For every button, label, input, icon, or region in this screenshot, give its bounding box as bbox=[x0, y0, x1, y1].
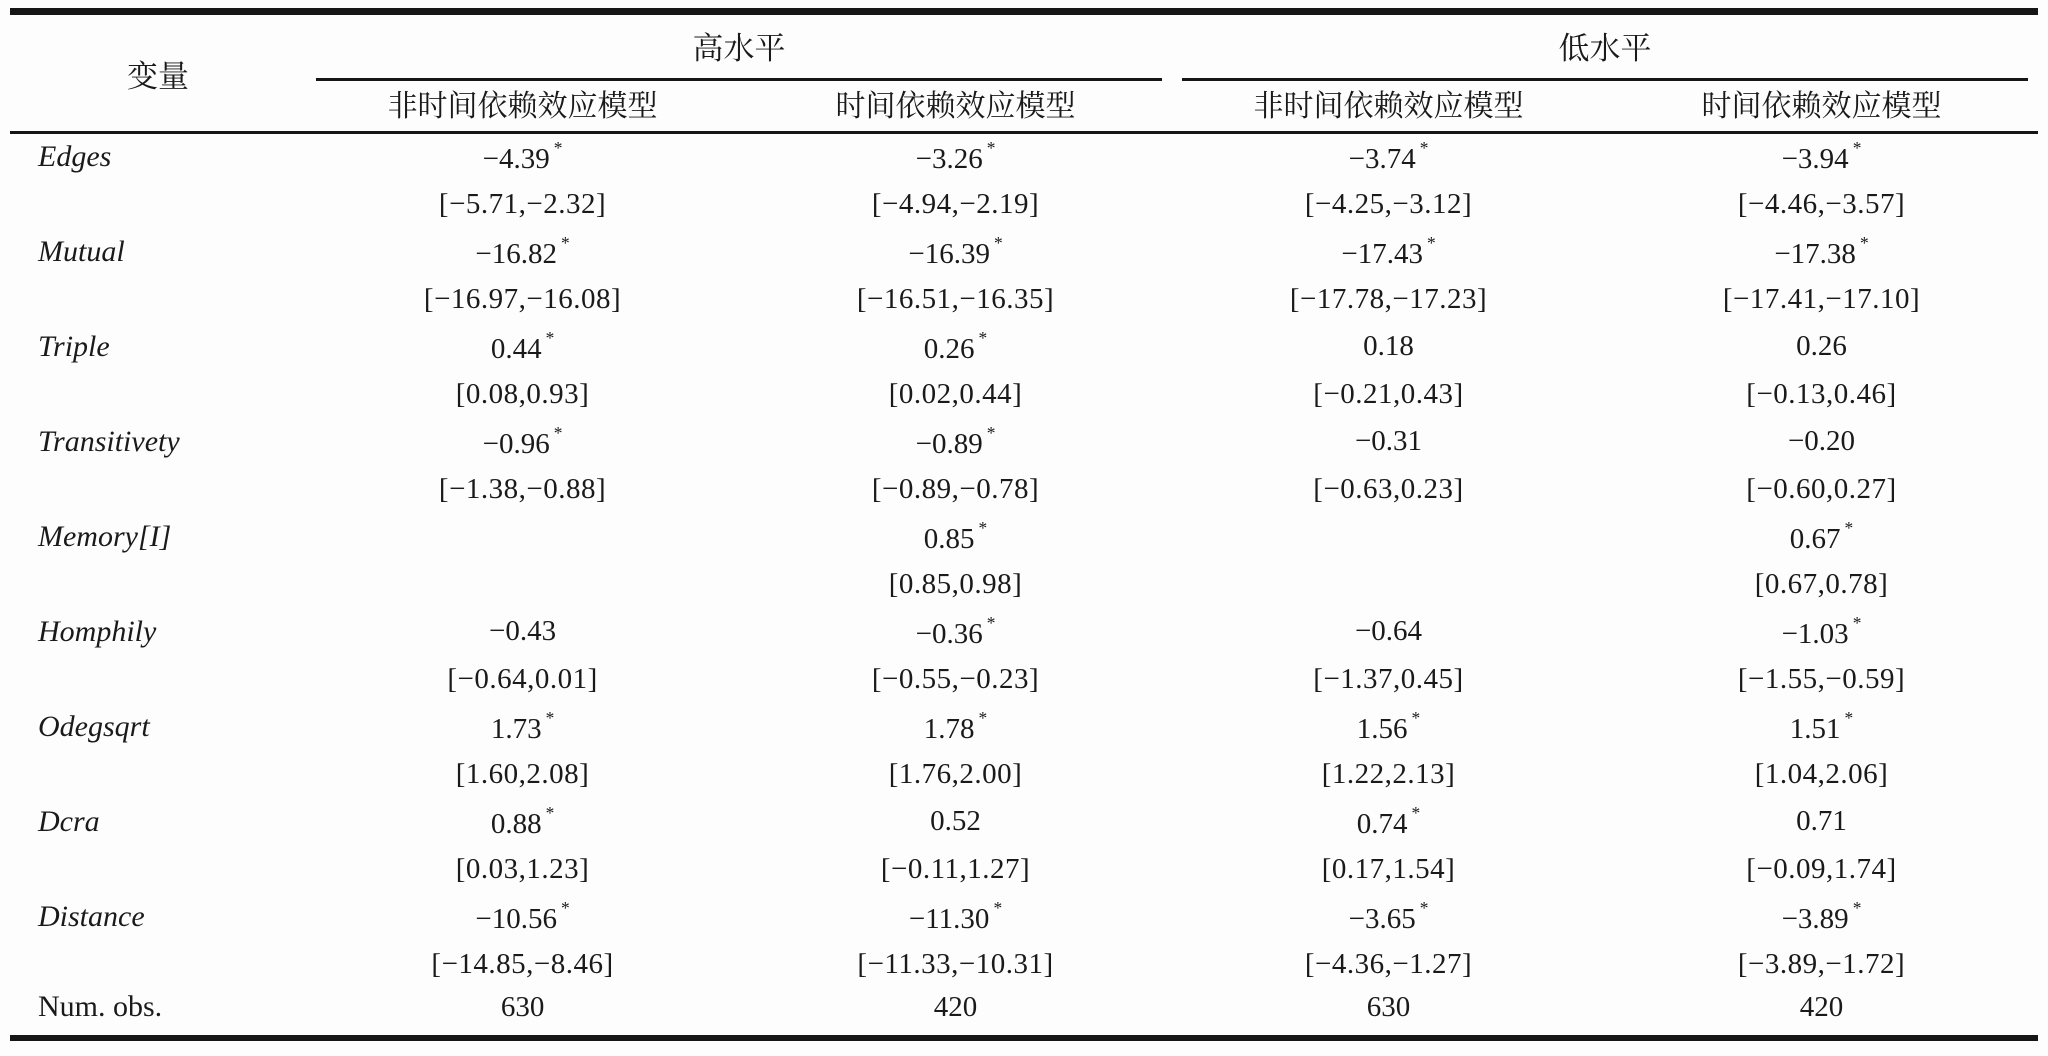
coefficient-cell bbox=[739, 608, 1172, 656]
significance-star: * bbox=[561, 232, 570, 253]
significance-star: * bbox=[1852, 138, 1862, 159]
confidence-interval-cell: [−4.25,−3.12] bbox=[1304, 187, 1473, 220]
model-header-high-time: 时间依赖效应模型 bbox=[739, 81, 1172, 133]
variable-name-spacer bbox=[10, 371, 306, 418]
significance-star: * bbox=[1411, 802, 1421, 823]
confidence-interval-cell: [−4.46,−3.57] bbox=[1737, 187, 1906, 220]
confidence-interval-cell: [0.67,0.78] bbox=[1754, 567, 1889, 600]
significance-star: * bbox=[978, 517, 988, 538]
confidence-interval-cell: [−1.55,−0.59] bbox=[1737, 662, 1906, 695]
significance-star: * bbox=[1419, 138, 1429, 159]
coefficient-value: 1.73 bbox=[490, 712, 542, 745]
coefficient-value: 0.67 bbox=[1789, 522, 1841, 555]
coefficient-cell bbox=[1172, 608, 1605, 656]
coefficient-cell bbox=[1172, 133, 1605, 181]
coefficient-row bbox=[10, 133, 2038, 181]
variable-name: Edges bbox=[38, 140, 112, 174]
coefficient-cell bbox=[306, 133, 739, 181]
coefficient-value: −17.43 bbox=[1341, 237, 1423, 270]
significance-star: * bbox=[553, 422, 563, 443]
significance-star: * bbox=[553, 138, 563, 159]
coefficient-cell bbox=[739, 703, 1172, 751]
significance-star: * bbox=[1411, 707, 1421, 728]
coefficient-cell bbox=[739, 418, 1172, 466]
confidence-interval-cell: [−11.33,−10.31] bbox=[857, 947, 1054, 980]
confidence-interval-cell: [−17.41,−17.10] bbox=[1722, 282, 1921, 315]
confidence-interval-row bbox=[10, 466, 2038, 513]
significance-star: * bbox=[978, 707, 988, 728]
confidence-interval-cell: [−0.21,0.43] bbox=[1313, 377, 1464, 410]
confidence-interval-cell: [−0.55,−0.23] bbox=[871, 662, 1040, 695]
significance-star: * bbox=[1859, 232, 1869, 253]
variable-name-spacer bbox=[10, 941, 306, 988]
coefficient-value: 0.44 bbox=[490, 332, 542, 365]
coefficient-value: −16.82 bbox=[475, 237, 558, 270]
confidence-interval-cell: [−1.38,−0.88] bbox=[438, 472, 607, 505]
coefficient-cell bbox=[1172, 703, 1605, 751]
variable-name: Dcra bbox=[38, 804, 100, 838]
confidence-interval-cell: [−16.97,−16.08] bbox=[423, 282, 622, 315]
coefficient-cell bbox=[1605, 418, 2038, 466]
variable-name: Mutual bbox=[38, 234, 125, 268]
coefficient-cell bbox=[306, 513, 739, 561]
coefficient-cell bbox=[1605, 608, 2038, 656]
confidence-interval-cell: [−0.09,1.74] bbox=[1746, 852, 1897, 885]
coefficient-cell bbox=[739, 893, 1172, 941]
coefficient-cell bbox=[1605, 703, 2038, 751]
coefficient-value: 1.78 bbox=[923, 712, 975, 745]
variable-name: Triple bbox=[38, 329, 110, 363]
variable-name-spacer bbox=[10, 846, 306, 893]
variable-name: Transitivety bbox=[38, 424, 180, 458]
coefficient-value: 0.74 bbox=[1356, 807, 1408, 840]
variable-name: Homphily bbox=[38, 614, 157, 648]
variable-name-spacer bbox=[10, 656, 306, 703]
confidence-interval-cell: [−0.60,0.27] bbox=[1746, 472, 1897, 505]
significance-star: * bbox=[993, 232, 1003, 253]
coefficient-cell bbox=[1605, 893, 2038, 941]
significance-star: * bbox=[545, 802, 555, 823]
significance-star: * bbox=[1844, 707, 1854, 728]
significance-star: * bbox=[1426, 232, 1436, 253]
significance-star: * bbox=[1852, 897, 1862, 918]
group-header-high-level-label: 高水平 bbox=[316, 15, 1162, 81]
coefficient-cell bbox=[306, 893, 739, 941]
coefficient-value: −0.36 bbox=[915, 617, 983, 650]
coefficient-cell bbox=[1605, 798, 2038, 846]
confidence-interval-cell: [0.08,0.93] bbox=[455, 377, 590, 410]
coefficient-value: −3.89 bbox=[1781, 902, 1849, 935]
significance-star: * bbox=[1852, 612, 1862, 633]
confidence-interval-row bbox=[10, 751, 2038, 798]
coefficient-cell bbox=[1605, 133, 2038, 181]
coefficient-cell bbox=[306, 323, 739, 371]
coefficient-value: 0.71 bbox=[1796, 805, 1847, 837]
significance-star: * bbox=[561, 897, 570, 918]
coefficient-value: −17.38 bbox=[1774, 237, 1856, 270]
confidence-interval-cell bbox=[306, 561, 739, 608]
coefficient-cell bbox=[306, 703, 739, 751]
coefficient-value: 0.26 bbox=[923, 332, 975, 365]
confidence-interval-cell: [−4.94,−2.19] bbox=[871, 187, 1040, 220]
coefficient-value: −0.43 bbox=[489, 615, 557, 647]
significance-star: * bbox=[545, 327, 555, 348]
coefficient-cell bbox=[739, 323, 1172, 371]
coefficient-value: 1.56 bbox=[1356, 712, 1408, 745]
coefficient-cell bbox=[739, 798, 1172, 846]
confidence-interval-cell: [0.85,0.98] bbox=[888, 567, 1023, 600]
num-obs-value: 420 bbox=[739, 988, 1172, 1038]
coefficient-cell bbox=[1172, 228, 1605, 276]
coefficient-value: −3.65 bbox=[1348, 902, 1416, 935]
confidence-interval-row bbox=[10, 561, 2038, 608]
confidence-interval-cell: [0.03,1.23] bbox=[455, 852, 590, 885]
confidence-interval-cell: [−3.89,−1.72] bbox=[1737, 947, 1906, 980]
group-header-row bbox=[10, 12, 2038, 82]
coefficient-value: −16.39 bbox=[908, 237, 990, 270]
confidence-interval-cell: [0.17,1.54] bbox=[1321, 852, 1456, 885]
significance-star: * bbox=[986, 612, 996, 633]
coefficient-cell bbox=[1172, 893, 1605, 941]
confidence-interval-row bbox=[10, 181, 2038, 228]
coefficient-value: −11.30 bbox=[908, 902, 990, 935]
confidence-interval-cell: [1.04,2.06] bbox=[1754, 757, 1889, 790]
confidence-interval-row bbox=[10, 941, 2038, 988]
confidence-interval-cell: [1.76,2.00] bbox=[888, 757, 1023, 790]
confidence-interval-cell: [−0.89,−0.78] bbox=[871, 472, 1040, 505]
num-obs-row bbox=[10, 988, 2038, 1038]
variable-name: Distance bbox=[38, 899, 145, 933]
variable-name-spacer bbox=[10, 466, 306, 513]
confidence-interval-row bbox=[10, 656, 2038, 703]
confidence-interval-cell: [1.60,2.08] bbox=[455, 757, 590, 790]
table-body bbox=[10, 133, 2038, 988]
confidence-interval-cell: [−14.85,−8.46] bbox=[431, 947, 614, 980]
num-obs-value: 420 bbox=[1605, 988, 2038, 1038]
coefficient-value: −4.39 bbox=[482, 143, 550, 176]
confidence-interval-cell: [−4.36,−1.27] bbox=[1304, 947, 1473, 980]
confidence-interval-cell bbox=[1172, 561, 1605, 608]
group-header-low-level-label: 低水平 bbox=[1182, 15, 2028, 81]
model-header-row bbox=[10, 81, 2038, 133]
coefficient-value: 0.88 bbox=[490, 807, 542, 840]
confidence-interval-cell: [−17.78,−17.23] bbox=[1289, 282, 1488, 315]
confidence-interval-cell: [1.22,2.13] bbox=[1321, 757, 1456, 790]
group-header-low-level bbox=[1172, 12, 2038, 82]
coefficient-cell bbox=[306, 228, 739, 276]
coefficient-value: 0.18 bbox=[1363, 330, 1414, 362]
variable-name-spacer bbox=[10, 561, 306, 608]
confidence-interval-cell: [−5.71,−2.32] bbox=[438, 187, 607, 220]
coefficient-value: 0.26 bbox=[1796, 330, 1847, 362]
model-header-low-nontime: 非时间依赖效应模型 bbox=[1172, 81, 1605, 133]
coefficient-row bbox=[10, 513, 2038, 561]
coefficient-cell bbox=[306, 798, 739, 846]
significance-star: * bbox=[545, 707, 555, 728]
variable-name: Odegsqrt bbox=[38, 709, 150, 743]
confidence-interval-row bbox=[10, 371, 2038, 418]
model-header-high-nontime: 非时间依赖效应模型 bbox=[306, 81, 739, 133]
significance-star: * bbox=[986, 422, 996, 443]
coefficient-row bbox=[10, 608, 2038, 656]
significance-star: * bbox=[1844, 517, 1854, 538]
coefficient-cell bbox=[1605, 323, 2038, 371]
coefficient-cell bbox=[739, 513, 1172, 561]
coefficient-value: −10.56 bbox=[475, 902, 558, 935]
table-header bbox=[10, 12, 2038, 133]
coefficient-cell bbox=[1605, 513, 2038, 561]
confidence-interval-cell: [−0.11,1.27] bbox=[880, 852, 1031, 885]
coefficient-row bbox=[10, 323, 2038, 371]
significance-star: * bbox=[993, 897, 1003, 918]
coefficient-value: −1.03 bbox=[1781, 617, 1849, 650]
variable-column-header: 变量 bbox=[10, 12, 306, 133]
confidence-interval-row bbox=[10, 846, 2038, 893]
significance-star: * bbox=[986, 138, 996, 159]
coefficient-row bbox=[10, 418, 2038, 466]
coefficient-value: −3.26 bbox=[915, 143, 983, 176]
coefficient-cell bbox=[739, 228, 1172, 276]
variable-name-spacer bbox=[10, 751, 306, 798]
coefficient-row bbox=[10, 228, 2038, 276]
coefficient-cell bbox=[306, 418, 739, 466]
coefficient-cell bbox=[306, 608, 739, 656]
coefficient-value: −0.96 bbox=[482, 427, 550, 460]
confidence-interval-row bbox=[10, 276, 2038, 323]
coefficient-cell bbox=[1172, 798, 1605, 846]
num-obs-value: 630 bbox=[1172, 988, 1605, 1038]
coefficient-value: −3.74 bbox=[1348, 143, 1416, 176]
coefficient-value: −0.20 bbox=[1787, 425, 1856, 457]
coefficient-value: −0.64 bbox=[1354, 615, 1423, 647]
confidence-interval-cell: [−0.13,0.46] bbox=[1746, 377, 1897, 410]
regression-results-table bbox=[10, 8, 2038, 1041]
coefficient-cell bbox=[739, 133, 1172, 181]
coefficient-row bbox=[10, 893, 2038, 941]
variable-name-spacer bbox=[10, 276, 306, 323]
significance-star: * bbox=[978, 327, 988, 348]
coefficient-value: 1.51 bbox=[1789, 712, 1841, 745]
coefficient-value: −3.94 bbox=[1781, 143, 1849, 176]
coefficient-value: −0.89 bbox=[915, 427, 983, 460]
coefficient-cell bbox=[1172, 323, 1605, 371]
coefficient-value: 0.85 bbox=[923, 522, 975, 555]
model-header-low-time: 时间依赖效应模型 bbox=[1605, 81, 2038, 133]
coefficient-cell bbox=[1172, 418, 1605, 466]
num-obs-label: Num. obs. bbox=[10, 988, 306, 1038]
group-header-high-level bbox=[306, 12, 1172, 82]
table-footer bbox=[10, 988, 2038, 1038]
coefficient-cell bbox=[1605, 228, 2038, 276]
confidence-interval-cell: [−0.64,0.01] bbox=[447, 662, 598, 695]
coefficient-value: 0.52 bbox=[930, 805, 981, 837]
coefficient-value: −0.31 bbox=[1354, 425, 1423, 457]
significance-star: * bbox=[1419, 897, 1429, 918]
coefficient-row bbox=[10, 798, 2038, 846]
variable-name: Memory[I] bbox=[38, 519, 172, 553]
confidence-interval-cell: [−16.51,−16.35] bbox=[856, 282, 1055, 315]
num-obs-value: 630 bbox=[306, 988, 739, 1038]
variable-name-spacer bbox=[10, 181, 306, 228]
confidence-interval-cell: [−1.37,0.45] bbox=[1313, 662, 1464, 695]
coefficient-row bbox=[10, 703, 2038, 751]
coefficient-cell bbox=[1172, 513, 1605, 561]
confidence-interval-cell: [0.02,0.44] bbox=[888, 377, 1023, 410]
confidence-interval-cell: [−0.63,0.23] bbox=[1313, 472, 1464, 505]
